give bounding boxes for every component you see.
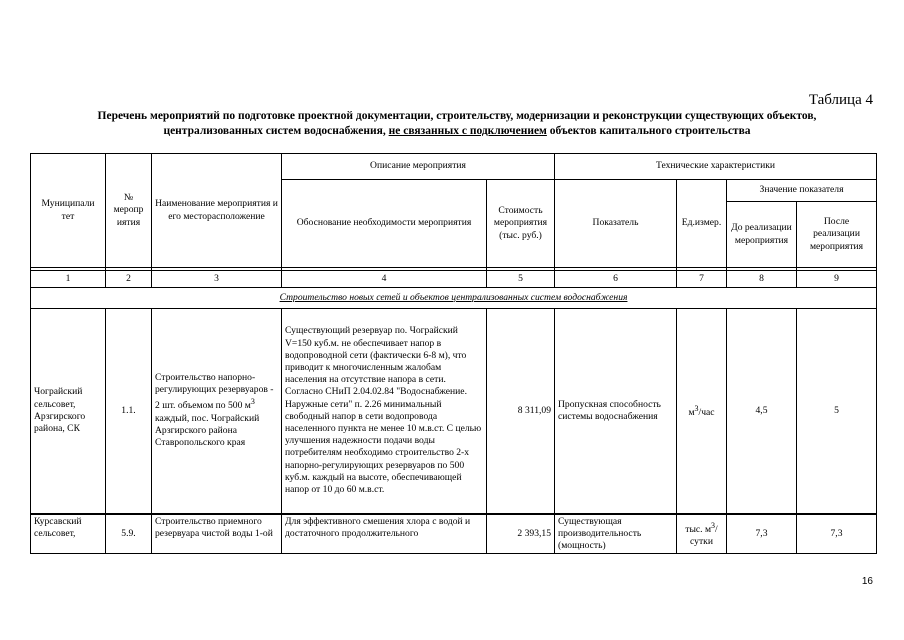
column-number: 4 xyxy=(282,271,487,288)
header-unit: Ед.измер. xyxy=(677,180,727,268)
cell-cost: 8 311,09 xyxy=(487,309,555,514)
heading-line-1: Перечень мероприятий по подготовке проектной документации, строительству, модернизации и реконструкции существующих объектов, xyxy=(97,110,817,122)
header-indicator: Показатель xyxy=(555,180,677,268)
cell-municipality: Чограйский сельсовет, Арзгирского района, СК xyxy=(31,309,106,514)
cell-municipality: Курсавский сельсовет, xyxy=(31,514,106,554)
cell-number: 1.1. xyxy=(106,309,152,514)
unit-text-end: /час xyxy=(698,406,715,418)
header-cost: Стоимость мероприятия (тыс. руб.) xyxy=(487,180,555,268)
column-number: 8 xyxy=(727,271,797,288)
unit-text: м xyxy=(688,406,695,418)
header-after: После реализации мероприятия xyxy=(797,202,877,268)
column-number: 1 xyxy=(31,271,106,288)
superscript: 3 xyxy=(711,520,716,530)
column-number: 2 xyxy=(106,271,152,288)
header-before: До реализации мероприятия xyxy=(727,202,797,268)
section-row xyxy=(31,288,877,309)
cell-unit xyxy=(677,514,727,554)
unit-text: тыс. м xyxy=(685,523,712,535)
cell-before: 7,3 xyxy=(727,514,797,554)
cell-before: 4,5 xyxy=(727,309,797,514)
header-row-1 xyxy=(31,154,877,180)
table-label: Таблица 4 xyxy=(808,92,873,108)
cell-number: 5.9. xyxy=(106,514,152,554)
column-number: 9 xyxy=(797,271,877,288)
header-justification: Обоснование необходимости мероприятия xyxy=(282,180,487,268)
header-description-group: Описание мероприятия xyxy=(282,154,555,180)
cell-justification: Существующий резервуар по. Чограйский V=150 куб.м. не обеспечивает напор в водопроводной сети (фактически 6-8 м), что приводит к многочисленным жалобам населения на отсутствие напора в сети. Согласно СНиП 2.04.02.84 "Водоснабжение. Наружные сети" п. 2.26 минимальный свободный напор в сети водопровода населенного пункта не менее 10 м.в.ст. С целью улучшения надежности подачи воды потребителям необходимо строительство 2-х напорно-регулирующих резервуаров по 500 куб.м. каждый на высоте, обеспечивающей напор от 10 до 60 м.в.ст. xyxy=(282,309,487,514)
heading-line-2-start: централизованных систем водоснабжения, xyxy=(163,125,389,137)
heading-line-2 xyxy=(40,124,874,139)
header-municipality: Муниципали тет xyxy=(31,154,106,268)
cell-cost: 2 393,15 xyxy=(487,514,555,554)
superscript: 3 xyxy=(694,403,699,413)
cell-indicator: Существующая производительность (мощность) xyxy=(555,514,677,554)
cell-indicator: Пропускная способность системы водоснабжения xyxy=(555,309,677,514)
column-number: 7 xyxy=(677,271,727,288)
page-number: 16 xyxy=(861,576,873,587)
table-row xyxy=(31,514,877,554)
section-title: Строительство новых сетей и объектов централизованных систем водоснабжения xyxy=(31,288,877,309)
measures-table xyxy=(30,153,877,554)
header-value-group: Значение показателя xyxy=(727,180,877,202)
header-number: № меропр иятия xyxy=(106,154,152,268)
heading-line-2-end: объектов капитального строительства xyxy=(546,125,751,137)
cell-name: Строительство приемного резервуара чистой воды 1-ой xyxy=(152,514,282,554)
column-number: 5 xyxy=(487,271,555,288)
cell-unit xyxy=(677,309,727,514)
document-heading xyxy=(40,109,874,139)
table-row xyxy=(31,309,877,514)
cell-justification: Для эффективного смешения хлора с водой и достаточного продолжительного xyxy=(282,514,487,554)
column-numbers-row xyxy=(31,271,877,288)
unit-text-end: /сутки xyxy=(690,523,718,547)
cell-after: 7,3 xyxy=(797,514,877,554)
column-number: 3 xyxy=(152,271,282,288)
column-number: 6 xyxy=(555,271,677,288)
cell-name-text-end: каждый, пос. Чограйский Арзгирского района Ставропольского края xyxy=(155,412,260,449)
superscript: 3 xyxy=(250,397,255,407)
header-technical-group: Технические характеристики xyxy=(555,154,877,180)
heading-underlined-phrase: не связанных с подключением xyxy=(388,125,547,137)
header-name: Наименование мероприятия и его месторасположение xyxy=(152,154,282,268)
cell-name xyxy=(152,309,282,514)
cell-name-text: Строительство напорно-регулирующих резервуаров - 2 шт. объемом по 500 м xyxy=(155,372,274,412)
cell-after: 5 xyxy=(797,309,877,514)
